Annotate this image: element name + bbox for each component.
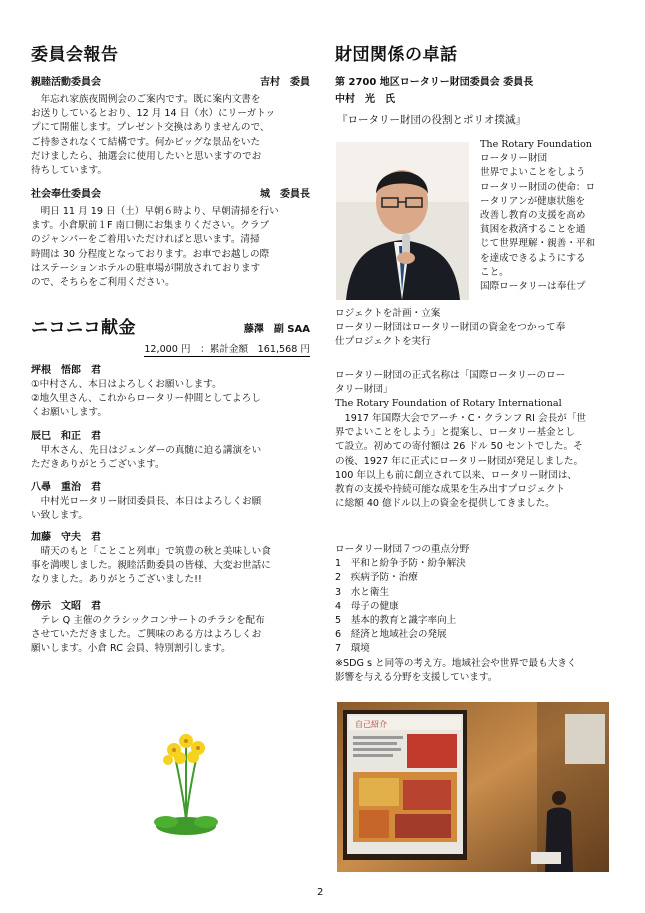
text-line: ので、そちらをご利用ください。 [31, 277, 175, 289]
text-line: ②地久里さん、これからロータリー仲間としてよろし [31, 393, 261, 405]
focus-item: 6 経済と地域社会の発展 [335, 629, 447, 641]
text-line: ただきありがとうございます。 [31, 459, 165, 471]
committee-name: 親睦活動委員会 [31, 77, 101, 88]
foundation-history [335, 412, 617, 511]
committee-person: 城 委員長 [260, 189, 310, 200]
donor-name: 加藤 守夫 君 [31, 532, 101, 543]
text-line: The Rotary Foundation of Rotary International [335, 398, 562, 410]
page-number: 2 [317, 887, 324, 898]
text-line: 甲木さん、先日はジェンダーの真髄に迫る講演をい [40, 445, 262, 456]
text-line: 年忘れ家族夜間例会のご案内です。既に案内文書を [40, 94, 261, 105]
slide-title: 自己紹介 [355, 720, 387, 729]
text-line: くお願いします。 [31, 407, 107, 419]
text-line: お送りしているとおり、12 月 14 日（水）にリーガトッ [31, 108, 276, 120]
text-line: 仕プロジェクトを実行 [335, 336, 431, 348]
committee-header [31, 73, 310, 88]
focus-title: ロータリー財団７つの重点分野 [335, 544, 470, 555]
committee-name: 社会奉仕委員会 [31, 189, 101, 200]
text-line: 100 年以上も前に創立されて以来、ロータリー財団は、 [335, 469, 578, 481]
text-line: こと。 [480, 266, 509, 278]
donor-name: 八尋 重治 君 [31, 482, 101, 493]
text-line: の後、1927 年に正式にロータリー財団が発足しました。 [335, 455, 584, 467]
niko-amount: 12,000 円 ：累計金額 161,568 円 [144, 341, 310, 357]
speaker-org: 第 2700 地区ロータリー財団委員会 委員長 [335, 77, 534, 88]
foundation-talk-title: 財団関係の卓話 [335, 45, 458, 65]
text-line: じて世界理解・親善・平和 [480, 238, 596, 250]
text-line: ロータリー財団の正式名称は「国際ロータリーのロー [335, 370, 566, 381]
committee-report-body [31, 205, 310, 290]
text-line: The Rotary Foundation [480, 139, 592, 150]
text-line: タリー財団」 [335, 384, 393, 396]
text-line: ロータリー財団はロータリー財団の資金をつかって奉 [335, 322, 566, 334]
committee-report-title: 委員会報告 [31, 45, 119, 65]
text-line: だけましたら、抽選会に使用したいと思いますのでお [31, 150, 262, 162]
text-line: 時間は 30 分程度となっております。お車でお越しの際 [31, 248, 270, 260]
text-line: 国際ロータリーは奉仕プ [480, 281, 586, 293]
flower-illustration [146, 730, 226, 840]
committee-header [31, 185, 310, 200]
text-line: い致します。 [31, 510, 88, 522]
text-line: させていただきました。ご興味のある方はよろしくお [31, 629, 262, 641]
donor-name: 傍示 文昭 君 [31, 601, 101, 612]
donor-message [31, 495, 310, 523]
foundation-para [335, 307, 617, 350]
text-line: 改善し教育の支援を高め [480, 210, 586, 222]
text-line: ①中村さん、本日はよろしくお願いします。 [31, 379, 222, 390]
text-line: て設立。初めての寄付額は 26 ドル 50 セントでした。そ [335, 441, 583, 453]
donor-message [31, 444, 310, 472]
text-line: ご持参されなくて結構です。何かビッグな景品をいた [31, 136, 261, 148]
text-line: ロータリー財団 [480, 153, 548, 165]
talk-title: 『ロータリー財団の役割とポリオ撲滅』 [337, 114, 526, 126]
niko-title: ニコニコ献金 [31, 318, 136, 338]
donor-name: 坪根 悟郎 君 [31, 365, 101, 376]
text-line: 教育の支援や持続可能な成果を生み出すプロジェクト [335, 484, 566, 496]
text-line: 事を満喫しました。親睦活動委員の皆様、大変お世話に [31, 560, 271, 572]
text-line: 晴天のもと「ことこと列車」で筑豊の秋と美味しい食 [40, 546, 271, 557]
focus-item: 1 平和と紛争予防・紛争解決 [335, 558, 466, 570]
text-line: 中村光ロータリー財団委員長、本日はよろしくお願 [40, 496, 262, 507]
focus-item: 3 水と衛生 [335, 586, 390, 598]
text-line: のジャンパーをご着用いただければと思います。清掃 [31, 234, 260, 246]
text-line: 願いします。小倉 RC 会員、特別割引します。 [31, 643, 231, 655]
speaker-photo [336, 142, 469, 300]
niko-person: 藤澤 副 SAA [243, 324, 310, 335]
text-line: ロジェクトを計画・立案 [335, 308, 441, 319]
committee-person: 吉村 委員 [260, 77, 310, 88]
focus-item: 2 疾病予防・治療 [335, 572, 418, 584]
focus-note: 影響を与える分野を支援しています。 [335, 671, 498, 683]
text-line: なりました。ありがとうございました!! [31, 574, 202, 586]
focus-item: 5 基本的教育と識字率向上 [335, 615, 457, 627]
text-line: 界でよいことをしよう」と提案し、ロータリー基金とし [335, 427, 575, 439]
foundation-intro [480, 138, 617, 294]
speaker-name: 中村 光 氏 [335, 94, 395, 105]
donor-message [31, 545, 310, 588]
text-line: ロータリー財団の使命：ロ [480, 181, 596, 193]
focus-item: 4 母子の健康 [335, 600, 399, 612]
focus-note: ※SDG s と同等の考え方。地域社会や世界で最も大きく [335, 657, 577, 669]
donor-message [31, 378, 310, 421]
text-line: プにて開催します。プレゼント交換はありませんので、 [31, 122, 270, 134]
text-line: 世界でよいことをしよう [480, 167, 586, 179]
focus-item: 7 環境 [335, 643, 370, 655]
committee-report-body [31, 93, 310, 178]
text-line: 待ちしています。 [31, 165, 107, 177]
donor-message [31, 614, 310, 657]
text-line: を達成できるようにする [480, 252, 586, 264]
text-line: に総額 40 億ドル以上の資金を提供してきました。 [335, 498, 555, 510]
donor-name: 辰巳 和正 君 [31, 431, 101, 442]
foundation-name-para [335, 369, 617, 412]
text-line: ータリアンが健康状態を [480, 195, 586, 207]
focus-areas [335, 543, 617, 685]
text-line: 貧困を救済することを通 [480, 224, 586, 236]
text-line: テレ Q 主催のクラシックコンサートのチラシを配布 [40, 615, 265, 626]
text-line: はステーションホテルの駐車場が開放されております [31, 262, 261, 274]
text-line: 1917 年国際大会でアーチ・C・クランフ RI 会長が「世 [344, 413, 586, 424]
text-line: 明日 11 月 19 日（土）早朝６時より、早朝清掃を行い [40, 206, 279, 217]
presentation-photo [337, 702, 609, 872]
text-line: ます。小倉駅前１F 南口側にお集まりください。クラブ [31, 220, 270, 232]
